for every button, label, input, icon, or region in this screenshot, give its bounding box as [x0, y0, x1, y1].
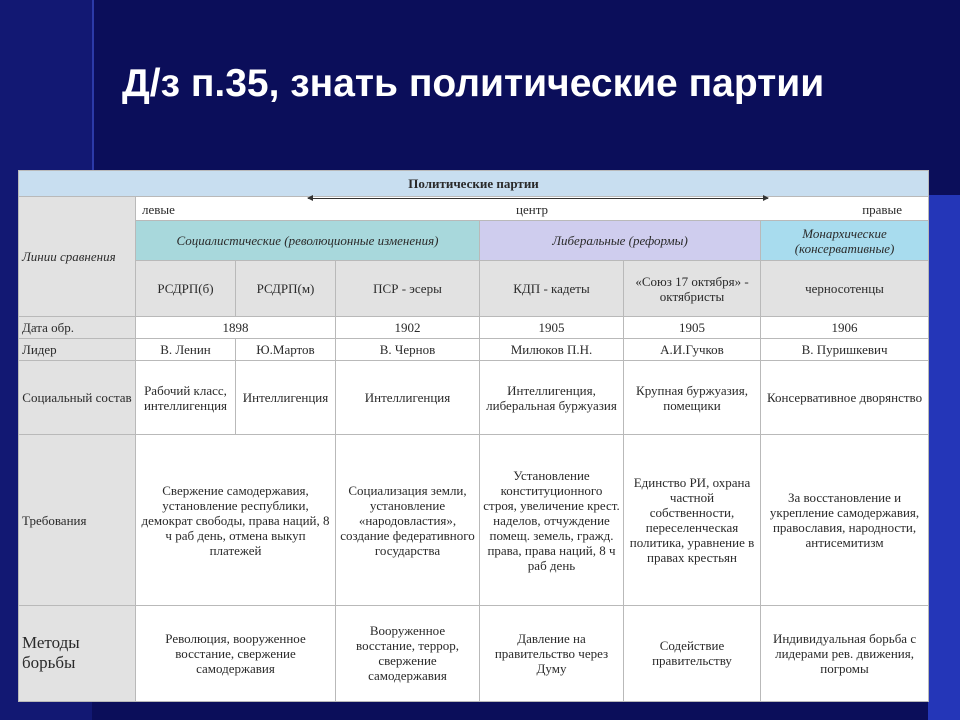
date-cell: 1905 — [480, 317, 624, 339]
methods-cell: Революция, вооруженное восстание, свержение самодержавия — [136, 605, 336, 701]
methods-cell: Давление на правительство через Думу — [480, 605, 624, 701]
lines-of-comparison-label: Линии сравнения — [19, 197, 136, 317]
row-label-leader: Лидер — [19, 339, 136, 361]
methods-cell: Вооруженное восстание, террор, свержение самодержавия — [336, 605, 480, 701]
social-cell: Интеллигенция, либеральная буржуазия — [480, 361, 624, 435]
party-name: «Союз 17 октября» - октябристы — [624, 261, 761, 317]
direction-right: правые — [862, 201, 903, 217]
group-socialist: Социалистические (революционные изменения) — [136, 221, 480, 261]
row-label-social: Социальный состав — [19, 361, 136, 435]
party-name: ПСР - эсеры — [336, 261, 480, 317]
party-name: КДП - кадеты — [480, 261, 624, 317]
social-cell: Рабочий класс, интеллигенция — [136, 361, 236, 435]
leader-cell: А.И.Гучков — [624, 339, 761, 361]
leader-cell: В. Чернов — [336, 339, 480, 361]
party-name: РСДРП(б) — [136, 261, 236, 317]
leader-cell: В. Пуришкевич — [761, 339, 929, 361]
leader-cell: Милюков П.Н. — [480, 339, 624, 361]
demands-cell: Социализация земли, установление «народовластия», создание федеративного государства — [336, 435, 480, 605]
direction-center: центр — [516, 201, 549, 217]
group-monarchist: Монархические (консервативные) — [761, 221, 929, 261]
methods-cell: Индивидуальная борьба с лидерами рев. движения, погромы — [761, 605, 929, 701]
date-cell: 1898 — [136, 317, 336, 339]
direction-arrow-icon — [308, 198, 768, 200]
party-name: РСДРП(м) — [236, 261, 336, 317]
row-label-date: Дата обр. — [19, 317, 136, 339]
parties-comparison-table — [18, 170, 929, 702]
leader-cell: В. Ленин — [136, 339, 236, 361]
social-cell: Крупная буржуазия, помещики — [624, 361, 761, 435]
demands-cell: Единство РИ, охрана частной собственности, переселенческая политика, уравнение в правах крестьян — [624, 435, 761, 605]
row-label-methods: Методы борьбы — [19, 605, 136, 701]
background-divider-line — [92, 0, 94, 170]
party-name: черносотенцы — [761, 261, 929, 317]
social-cell: Интеллигенция — [236, 361, 336, 435]
parties-table-container — [18, 170, 928, 702]
slide-title: Д/з п.35, знать политические партии — [122, 62, 825, 105]
social-cell: Интеллигенция — [336, 361, 480, 435]
background-right-band — [928, 195, 960, 720]
date-cell: 1906 — [761, 317, 929, 339]
demands-cell: Свержение самодержавия, установление республики, демократ свободы, права наций, 8 ч раб день, отмена выкуп платежей — [136, 435, 336, 605]
social-cell: Консервативное дворянство — [761, 361, 929, 435]
demands-cell: Установление конституционного строя, увеличение крест. наделов, отчуждение помещ. земель, гражд. права, права наций, 8 ч раб день — [480, 435, 624, 605]
demands-cell: За восстановление и укрепление самодержавия, православия, народности, антисемитизм — [761, 435, 929, 605]
date-cell: 1902 — [336, 317, 480, 339]
row-label-demands: Требования — [19, 435, 136, 605]
table-header: Политические партии — [19, 171, 929, 197]
date-cell: 1905 — [624, 317, 761, 339]
group-liberal: Либеральные (реформы) — [480, 221, 761, 261]
direction-row — [136, 197, 929, 221]
leader-cell: Ю.Мартов — [236, 339, 336, 361]
direction-left: левые — [142, 201, 175, 217]
methods-cell: Содействие правительству — [624, 605, 761, 701]
